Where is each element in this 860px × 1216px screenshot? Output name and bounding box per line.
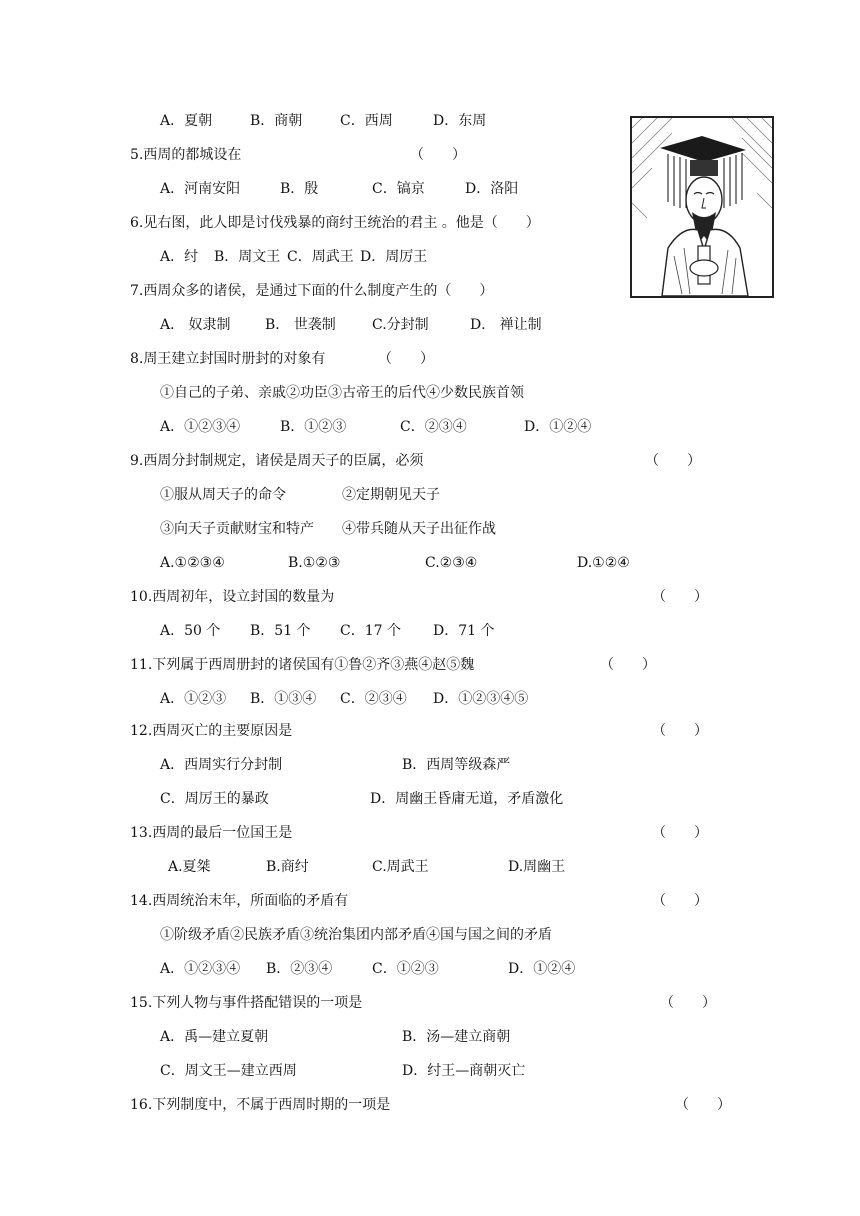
q9-stem: 9.西周分封制规定，诸侯是周天子的臣属，必须 [130, 453, 424, 469]
q8-stem: 8.周王建立封国时册封的对象有 [130, 351, 326, 367]
q11-stem: 11.下列属于西周册封的诸侯国有①鲁②齐③燕④赵⑤魏 [130, 657, 475, 673]
q14-option-c: C．①②③ [372, 961, 439, 977]
q5-stem: 5.西周的都城设在 [130, 147, 242, 163]
q13-option-d: D.周幽王 [508, 859, 566, 875]
q8-option-d: D．①②④ [524, 419, 592, 435]
q6-option-a: A．纣 [160, 249, 199, 265]
q9-item-4: ④带兵随从天子出征作战 [342, 521, 496, 537]
q9-item-1: ①服从周天子的命令 [160, 487, 286, 503]
q7-option-b: B． 世袭制 [265, 317, 336, 333]
q10-option-c: C．17 个 [340, 623, 401, 639]
q13-option-a: A.夏桀 [168, 859, 211, 875]
q15-option-b: B．汤—建立商朝 [402, 1029, 511, 1045]
q9-answer-paren: （ ） [645, 453, 701, 469]
q4-option-b: B．商朝 [250, 113, 303, 129]
q7-option-d: D． 禅让制 [470, 317, 542, 333]
q14-option-d: D．①②④ [508, 961, 576, 977]
q11-answer-paren: （ ） [600, 657, 656, 673]
q10-option-b: B．51 个 [250, 623, 311, 639]
q13-option-b: B.商纣 [266, 859, 309, 875]
q12-option-a: A．西周实行分封制 [160, 757, 283, 773]
q12-option-d: D．周幽王昏庸无道，矛盾激化 [370, 791, 564, 807]
q5-option-c: C．镐京 [372, 181, 425, 197]
q14-option-a: A．①②③④ [160, 961, 241, 977]
q16-answer-paren: （ ） [675, 1097, 731, 1113]
q11-option-b: B．①③④ [250, 691, 317, 707]
q15-answer-paren: （ ） [660, 995, 716, 1011]
q9-option-b: B.①②③ [288, 555, 341, 571]
king-portrait-drawing [632, 118, 772, 296]
q4-option-a: A．夏朝 [160, 113, 213, 129]
q15-option-d: D．纣王—商朝灭亡 [402, 1063, 526, 1079]
q15-option-c: C．周文王—建立西周 [160, 1063, 297, 1079]
q10-answer-paren: （ ） [652, 589, 708, 605]
q10-option-a: A．50 个 [160, 623, 221, 639]
q6-option-b: B．周文王 [214, 249, 281, 265]
q9-item-2: ②定期朝见天子 [342, 487, 440, 503]
q7-stem: 7.西周众多的诸侯，是通过下面的什么制度产生的（ ） [130, 283, 494, 299]
q6-stem: 6.见右图，此人即是讨伐残暴的商纣王统治的君主 。他是（ ） [130, 215, 540, 231]
q5-option-d: D．洛阳 [465, 181, 519, 197]
q6-option-d: D．周厉王 [360, 249, 428, 265]
q6-option-c: C．周武王 [287, 249, 354, 265]
q14-stem: 14.西周统治末年，所面临的矛盾有 [130, 893, 349, 909]
q4-option-d: D．东周 [433, 113, 487, 129]
q7-option-a: A． 奴隶制 [160, 317, 231, 333]
king-portrait-image [630, 116, 774, 298]
q5-option-a: A．河南安阳 [160, 181, 241, 197]
q4-option-c: C．西周 [340, 113, 393, 129]
q12-stem: 12.西周灭亡的主要原因是 [130, 723, 293, 739]
q11-option-c: C．②③④ [340, 691, 407, 707]
q12-answer-paren: （ ） [652, 723, 708, 739]
q15-stem: 15.下列人物与事件搭配错误的一项是 [130, 995, 363, 1011]
q5-answer-paren: （ ） [410, 147, 466, 163]
q11-option-d: D．①②③④⑤ [433, 691, 529, 707]
q7-option-c: C.分封制 [372, 317, 429, 333]
q14-statement: ①阶级矛盾②民族矛盾③统治集团内部矛盾④国与国之间的矛盾 [160, 927, 552, 943]
q14-answer-paren: （ ） [652, 893, 708, 909]
q8-answer-paren: （ ） [378, 351, 434, 367]
q5-option-b: B．殷 [280, 181, 319, 197]
q16-stem: 16.下列制度中，不属于西周时期的一项是 [130, 1097, 391, 1113]
q8-option-a: A．①②③④ [160, 419, 241, 435]
q12-option-b: B．西周等级森严 [402, 757, 511, 773]
q13-stem: 13.西周的最后一位国王是 [130, 825, 293, 841]
q8-statement: ①自己的子弟、亲戚②功臣③古帝王的后代④少数民族首领 [160, 385, 524, 401]
q13-answer-paren: （ ） [652, 825, 708, 841]
q14-option-b: B．②③④ [266, 961, 333, 977]
q15-option-a: A．禹—建立夏朝 [160, 1029, 269, 1045]
q13-option-c: C.周武王 [372, 859, 429, 875]
q9-option-a: A.①②③④ [160, 555, 225, 571]
q10-option-d: D．71 个 [433, 623, 495, 639]
q11-option-a: A．①②③ [160, 691, 227, 707]
q10-stem: 10.西周初年，设立封国的数量为 [130, 589, 335, 605]
q9-item-3: ③向天子贡献财宝和特产 [160, 521, 314, 537]
q8-option-c: C．②③④ [400, 419, 467, 435]
q12-option-c: C．周厉王的暴政 [160, 791, 269, 807]
q9-option-c: C.②③④ [425, 555, 478, 571]
q8-option-b: B．①②③ [280, 419, 347, 435]
q9-option-d: D.①②④ [577, 555, 630, 571]
